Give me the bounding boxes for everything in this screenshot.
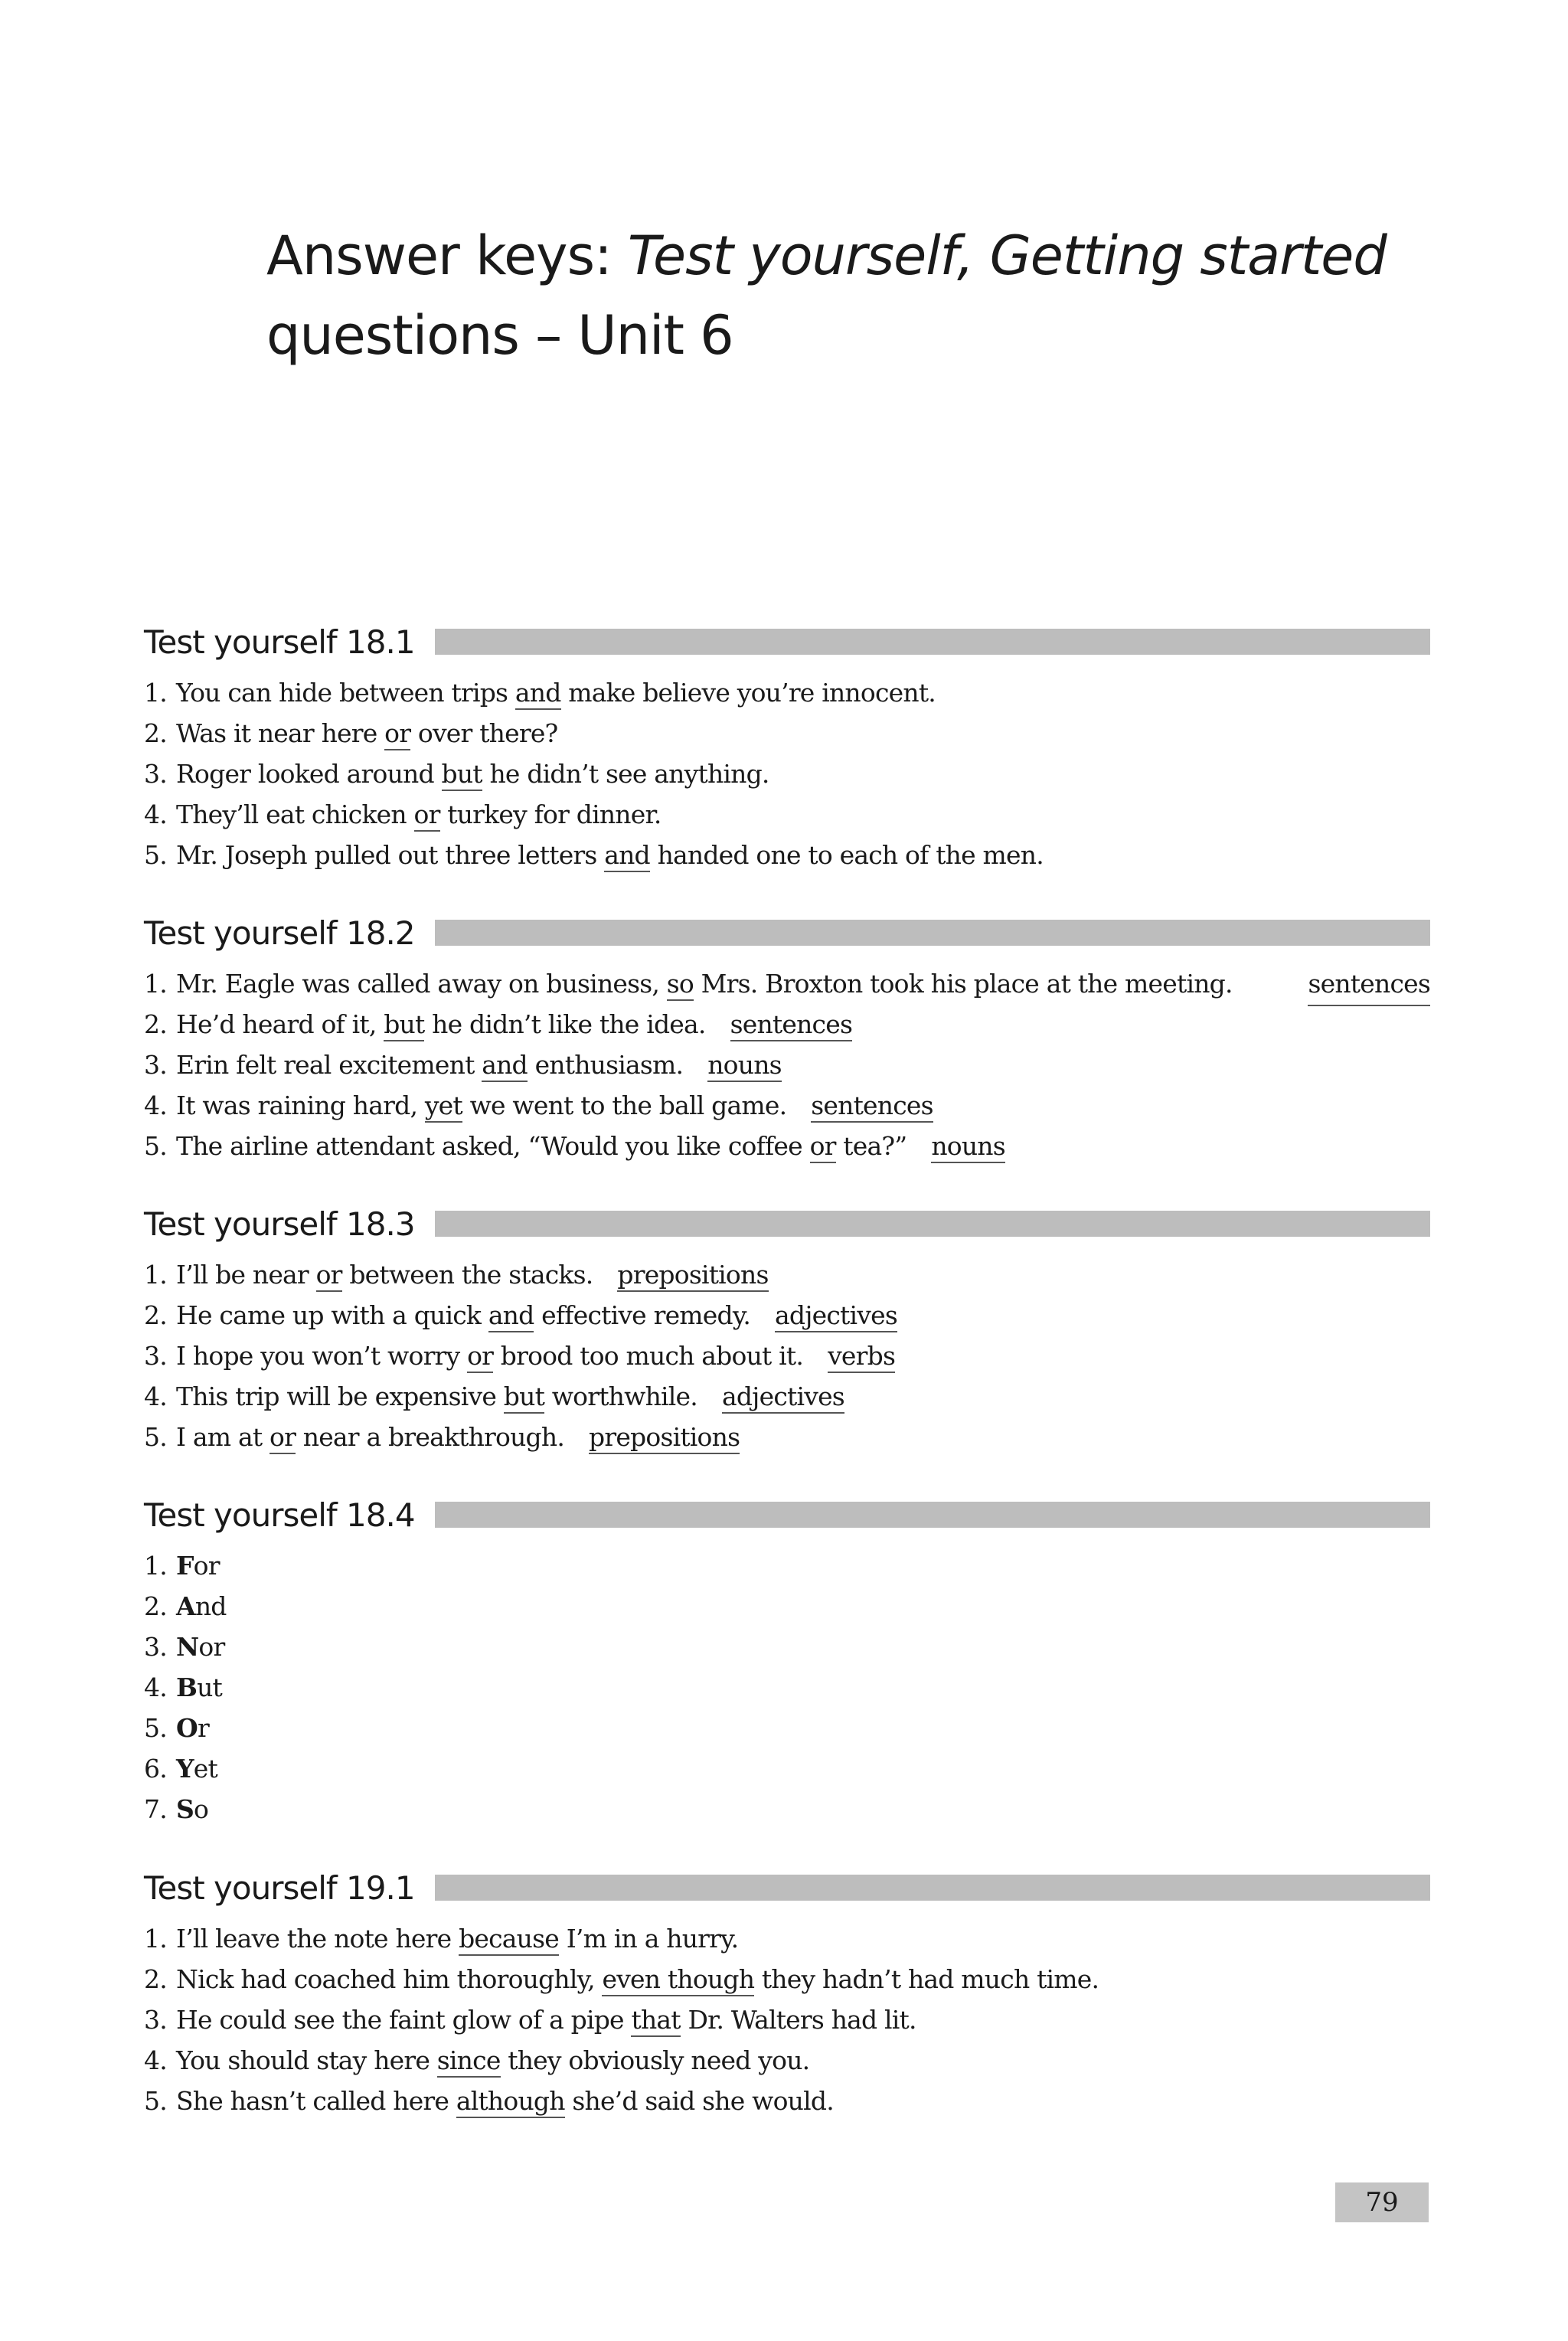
answer-list [144,1545,1430,1829]
list-item: 1. I’ll leave the note here because I’m in a hurry. [144,1918,1430,1959]
underlined-conjunction: or [384,718,410,750]
list-item: 2. Was it near here or over there? [144,713,1430,754]
answer-label: verbs [828,1341,895,1373]
underlined-conjunction: and [482,1050,528,1082]
underlined-conjunction: or [316,1260,342,1292]
list-item: 5. I am at or near a breakthrough. prepositions [144,1417,1430,1457]
section-divider-bar [435,1875,1430,1901]
section-divider-bar [435,920,1430,946]
section-divider-bar [435,1502,1430,1528]
underlined-conjunction: or [270,1422,296,1454]
underlined-conjunction: or [414,799,440,832]
list-item: 4. You should stay here since they obviously need you. [144,2040,1430,2081]
answer-list [144,1918,1430,2121]
list-item: 6. Yet [144,1754,217,1784]
section-header [144,617,1430,666]
section-divider-bar [435,629,1430,655]
list-item: 2. Nick had coached him thoroughly, even though they hadn’t had much time. [144,1959,1430,1999]
list-item: 7. So [144,1794,209,1824]
list-item: 1. You can hide between trips and make believe you’re innocent. [144,672,1430,713]
title-italic: Test yourself, Getting started [627,224,1387,287]
section-divider-bar [435,1211,1430,1237]
underlined-conjunction: although [456,2086,565,2118]
section-header [144,1490,1430,1539]
underlined-conjunction: or [467,1341,493,1373]
list-item: 5. Or [144,1713,209,1743]
underlined-conjunction: but [442,759,482,791]
list-item: 3. Nor [144,1632,225,1662]
answer-label: nouns [707,1050,782,1082]
section-title: Test yourself 18.3 [144,1205,415,1243]
underlined-conjunction: and [515,678,561,710]
list-item: 3. Roger looked around but he didn’t see anything. [144,754,1430,794]
underlined-conjunction: and [488,1300,534,1332]
section-header [144,1863,1430,1912]
list-item: 4. They’ll eat chicken or turkey for dinner. [144,794,1430,835]
underlined-conjunction: even though [602,1964,754,1996]
list-item: 5. The airline attendant asked, “Would you like coffee or tea?” nouns [144,1126,1430,1166]
underlined-conjunction: since [437,2045,501,2078]
list-item: 4. It was raining hard, yet we went to the ball game. sentences [144,1085,1430,1126]
section-title: Test yourself 18.2 [144,914,415,952]
section-header [144,908,1430,957]
page-title [266,216,1415,375]
underlined-conjunction: so [667,969,694,1001]
list-item: 2. He’d heard of it, but he didn’t like the idea. sentences [144,1004,1430,1045]
section-test-yourself-18-2 [144,908,1430,1166]
list-item: 5. She hasn’t called here although she’d said she would. [144,2081,1430,2121]
underlined-conjunction: but [504,1381,544,1414]
underlined-conjunction: or [810,1131,836,1163]
section-title: Test yourself 19.1 [144,1869,415,1907]
answer-label: adjectives [775,1300,897,1332]
answer-label: adjectives [722,1381,844,1414]
list-item: 4. But [144,1672,223,1702]
list-item: 1. Mr. Eagle was called away on business, so Mrs. Broxton took his place at the meeting. sentences [144,963,1430,1004]
page-number: 79 [1335,2182,1429,2222]
underlined-conjunction: that [631,2005,680,2037]
underlined-conjunction: but [384,1009,424,1041]
section-test-yourself-18-3 [144,1199,1430,1457]
underlined-conjunction: and [604,840,650,872]
list-item: 2. He came up with a quick and effective remedy. adjectives [144,1295,1430,1336]
underlined-conjunction: because [459,1924,559,1956]
answer-list [144,1254,1430,1457]
list-item: 2. And [144,1591,227,1621]
answer-label: prepositions [589,1422,740,1454]
answer-label: sentences [1308,963,1430,1006]
answer-list [144,963,1430,1166]
answer-label: sentences [730,1009,853,1041]
section-title: Test yourself 18.4 [144,1496,415,1534]
section-test-yourself-19-1 [144,1863,1430,2121]
list-item: 4. This trip will be expensive but worthwhile. adjectives [144,1376,1430,1417]
underlined-conjunction: yet [425,1090,462,1123]
list-item: 1. I’ll be near or between the stacks. prepositions [144,1254,1430,1295]
section-test-yourself-18-4 [144,1490,1430,1829]
list-item: 3. Erin felt real excitement and enthusiasm. nouns [144,1045,1430,1085]
title-line-2: questions – Unit 6 [266,304,733,367]
list-item: 1. For [144,1551,220,1581]
list-item: 3. He could see the faint glow of a pipe that Dr. Walters had lit. [144,1999,1430,2040]
section-test-yourself-18-1 [144,617,1430,875]
answer-list [144,672,1430,875]
section-header [144,1199,1430,1248]
title-prefix: Answer keys: [266,224,628,287]
list-item: 5. Mr. Joseph pulled out three letters and handed one to each of the men. [144,835,1430,875]
section-title: Test yourself 18.1 [144,623,415,661]
answer-label: nouns [931,1131,1005,1163]
answer-label: prepositions [617,1260,768,1292]
list-item: 3. I hope you won’t worry or brood too much about it. verbs [144,1336,1430,1376]
answer-label: sentences [811,1090,933,1123]
